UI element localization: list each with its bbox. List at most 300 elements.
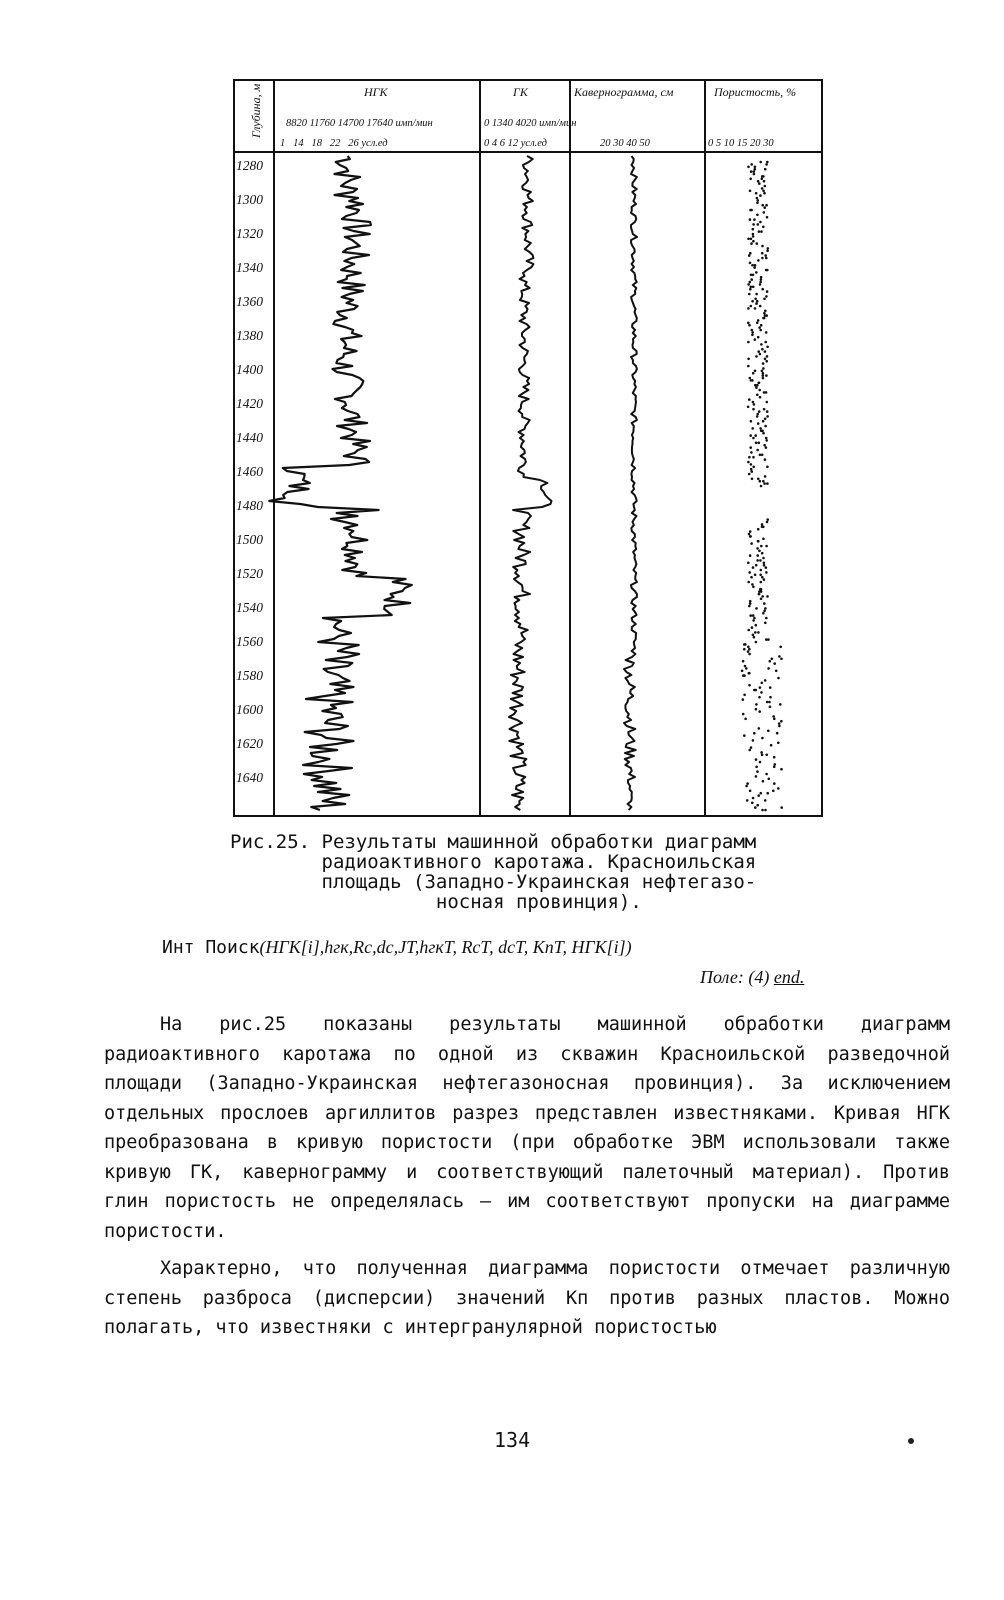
porosity-dot: [762, 780, 765, 783]
porosity-dot: [765, 545, 768, 548]
porosity-dot: [748, 473, 751, 476]
porosity-dot: [749, 600, 752, 603]
porosity-dot: [743, 643, 746, 646]
porosity-dot: [759, 686, 762, 689]
porosity-dot: [764, 679, 767, 682]
porosity-dot: [757, 319, 760, 322]
porosity-dot: [759, 427, 762, 430]
porosity-dot: [763, 482, 766, 485]
porosity-dot: [763, 211, 766, 214]
depth-label: 1500: [236, 532, 263, 547]
porosity-dot: [753, 266, 756, 269]
porosity-dot: [766, 415, 769, 418]
depth-label: 1560: [236, 634, 263, 649]
porosity-dot: [759, 221, 762, 224]
porosity-dot: [748, 571, 751, 574]
ngk-scale-top: 8820 11760 14700 17640 имп/мин: [286, 118, 433, 129]
porosity-dot: [762, 432, 765, 435]
porosity-dot: [755, 192, 758, 195]
porosity-dot: [765, 566, 768, 569]
porosity-dot: [756, 242, 759, 245]
porosity-dot: [752, 228, 755, 231]
porosity-dot: [754, 384, 757, 387]
porosity-dot: [758, 727, 761, 730]
porosity-dot: [757, 528, 760, 531]
porosity-dot: [755, 442, 758, 445]
porosity-dot: [751, 802, 754, 805]
porosity-dot: [761, 252, 764, 255]
porosity-dot: [757, 259, 760, 262]
porosity-dot: [773, 756, 776, 759]
porosity-dot: [754, 631, 757, 634]
porosity-dot: [760, 276, 763, 279]
porosity-dot: [759, 281, 762, 284]
porosity-dot: [755, 775, 758, 778]
porosity-dot: [765, 257, 768, 260]
porosity-dot: [750, 746, 753, 749]
porosity-dot: [756, 547, 759, 550]
porosity-dot: [748, 398, 751, 401]
porosity-dot: [751, 470, 754, 473]
porosity-dot: [760, 569, 763, 572]
porosity-dot: [780, 658, 783, 661]
porosity-dot: [767, 730, 770, 733]
porosity-dot: [757, 478, 760, 481]
porosity-dot: [756, 197, 759, 200]
porosity-dot: [766, 355, 769, 358]
formula-end: end.: [773, 967, 805, 987]
caption-line: Результаты машинной обработки диаграмм: [321, 831, 757, 853]
porosity-dot: [749, 190, 752, 193]
depth-label: 1580: [236, 668, 263, 683]
formula-expression: (НГК[i],hгк,Rc,dc,JT,hгкT, RcT, dcT, KпT, НГК[i]): [259, 937, 632, 957]
porosity-dot: [776, 732, 779, 735]
porosity-dot: [748, 684, 751, 687]
porosity-dot: [754, 806, 757, 809]
porosity-dot: [751, 264, 754, 267]
porosity-dot: [772, 790, 775, 793]
porosity-dot: [766, 482, 769, 485]
porosity-dot: [752, 401, 755, 404]
porosity-dot: [756, 415, 759, 418]
porosity-dot: [754, 307, 757, 310]
porosity-dot: [764, 418, 767, 421]
porosity-dot: [748, 533, 751, 536]
porosity-dot: [752, 614, 755, 617]
porosity-dot: [765, 439, 768, 442]
porosity-dot: [766, 521, 769, 524]
porosity-dot: [756, 804, 759, 807]
porosity-dot: [752, 619, 755, 622]
porosity-dot: [750, 305, 753, 308]
porosity-dot: [756, 214, 759, 217]
porosity-dot: [763, 444, 766, 447]
porosity-dot: [757, 180, 760, 183]
porosity-dot: [762, 372, 765, 375]
porosity-dot: [742, 713, 745, 716]
porosity-dot: [758, 410, 761, 413]
porosity-dot: [759, 574, 762, 577]
porosity-dots: [741, 161, 783, 812]
porosity-dot: [764, 341, 767, 344]
porosity-dot: [756, 300, 759, 303]
porosity-dot: [756, 413, 759, 416]
porosity-dot: [751, 334, 754, 337]
porosity-dot: [755, 708, 758, 711]
porosity-dot: [755, 293, 758, 296]
porosity-dot: [759, 559, 762, 562]
depth-label: 1600: [236, 702, 263, 717]
porosity-dot: [749, 218, 752, 221]
porosity-dot: [759, 161, 762, 164]
porosity-dot: [760, 230, 763, 233]
porosity-dot: [778, 725, 781, 728]
porosity-dot: [750, 420, 753, 423]
ngk-header: НГК: [364, 85, 388, 99]
porosity-dot: [765, 617, 768, 620]
porosity-dot: [755, 386, 758, 389]
porosity-dot: [752, 634, 755, 637]
porosity-dot: [756, 322, 759, 325]
porosity-dot: [761, 737, 764, 740]
porosity-dot: [750, 379, 753, 382]
porosity-dot: [761, 576, 764, 579]
porosity-dot: [750, 463, 753, 466]
porosity-dot: [762, 175, 765, 178]
porosity-dot: [762, 526, 765, 529]
depth-label: 1620: [236, 736, 263, 751]
porosity-dot: [761, 430, 764, 433]
porosity-dot: [752, 586, 755, 589]
porosity-dot: [764, 799, 767, 802]
porosity-dot: [748, 648, 751, 651]
porosity-dot: [760, 751, 763, 754]
porosity-dot: [754, 370, 757, 373]
porosity-dot: [756, 554, 759, 557]
porosity-dot: [769, 686, 772, 689]
porosity-dot: [779, 703, 782, 706]
porosity-dot: [758, 593, 761, 596]
porosity-dot: [769, 706, 772, 709]
porosity-dot: [752, 456, 755, 459]
porosity-dot: [754, 338, 757, 341]
caliper-curve: [624, 156, 637, 810]
porosity-dot: [754, 298, 757, 301]
porosity-dot: [761, 288, 764, 291]
porosity-dot: [754, 168, 757, 171]
porosity-dot: [764, 168, 767, 171]
porosity-dot: [766, 346, 769, 349]
porosity-dot: [771, 658, 774, 661]
porosity-dot: [764, 185, 767, 188]
porosity-dot: [763, 206, 766, 209]
porosity-dot: [762, 362, 765, 365]
porosity-dot: [755, 302, 758, 305]
porosity-dot: [761, 245, 764, 248]
porosity-dot: [761, 204, 764, 207]
porosity-dot: [759, 454, 762, 457]
porosity-dot: [765, 437, 768, 440]
porosity-dot: [755, 766, 758, 769]
porosity-dot: [763, 298, 766, 301]
porosity-dot: [750, 542, 753, 545]
program-statement: [162, 936, 902, 987]
porosity-dot: [753, 617, 756, 620]
porosity-dot: [765, 360, 768, 363]
porosity-dot: [765, 374, 768, 377]
porosity-dot: [759, 283, 762, 286]
porosity-dot: [751, 427, 754, 430]
porosity-dot: [765, 754, 768, 757]
porosity-dot: [761, 552, 764, 555]
porosity-dot: [766, 466, 769, 469]
gk-curve: [509, 156, 552, 810]
porosity-dot: [766, 269, 769, 272]
porosity-dot: [763, 610, 766, 613]
porosity-dot: [749, 790, 752, 793]
porosity-dot: [748, 324, 751, 327]
porosity-dot: [761, 370, 764, 373]
porosity-dot: [749, 554, 752, 557]
porosity-dot: [751, 329, 754, 332]
porosity-dot: [762, 317, 765, 320]
porosity-dot: [760, 691, 763, 694]
porosity-dot: [764, 607, 767, 610]
porosity-dot: [757, 199, 760, 202]
porosity-dot: [764, 314, 767, 317]
porosity-dot: [761, 257, 764, 260]
porosity-dot: [753, 732, 756, 735]
porosity-dot: [756, 449, 759, 452]
porosity-dot: [749, 262, 752, 265]
paragraph: На рис.25 показаны результаты машинной обработки диаграмм радиоактивного каротажа по одной из скважин Красноильской разведочной площади (Западно-Украинская нефтегазоносная провинция). За исключением отдельных прослоев аргиллитов разрез представлен известняками. Кривая НГК преобразована в кривую пористости (при обработке ЭВМ использовали также кривую ГК, кавернограмму и соответствующий палеточный материал). Против глин пористость не определялась – им соответствуют пропуски на диаграмме пористости.: [104, 1014, 950, 1242]
figure-caption: [230, 832, 840, 912]
porosity-dot: [751, 331, 754, 334]
depth-label: 1340: [236, 260, 263, 275]
formula-field: Поле: (4): [700, 967, 770, 987]
depth-label: 1320: [236, 226, 263, 241]
porosity-dot: [769, 660, 772, 663]
porosity-dot: [762, 374, 765, 377]
porosity-dot: [761, 754, 764, 757]
porosity-dot: [756, 202, 759, 205]
porosity-dot: [753, 173, 756, 176]
porosity-dot: [773, 782, 776, 785]
porosity-dot: [752, 466, 755, 469]
porosity-dot: [767, 667, 770, 670]
porosity-dot: [765, 773, 768, 776]
porosity-header: Пористость, %: [714, 85, 797, 99]
porosity-dot: [773, 718, 776, 721]
depth-label: 1640: [236, 770, 263, 785]
porosity-dot: [742, 660, 745, 663]
porosity-dot: [778, 722, 781, 725]
porosity-dot: [763, 564, 766, 567]
porosity-dot: [753, 403, 756, 406]
porosity-dot: [747, 562, 750, 565]
gk-header: ГК: [513, 85, 528, 99]
porosity-dot: [752, 223, 755, 226]
porosity-dot: [756, 394, 759, 397]
porosity-dot: [775, 670, 778, 673]
depth-labels: [236, 158, 263, 785]
porosity-dot: [747, 322, 750, 325]
porosity-dot: [762, 190, 765, 193]
porosity-dot: [763, 562, 766, 565]
porosity-dot: [758, 710, 761, 713]
porosity-dot: [747, 283, 750, 286]
porosity-dot: [767, 638, 770, 641]
porosity-dot: [764, 622, 767, 625]
porosity-dot: [758, 550, 761, 553]
porosity-dot: [760, 485, 763, 488]
porosity-dot: [748, 672, 751, 675]
porosity-dot: [750, 170, 753, 173]
porosity-dot: [748, 653, 751, 656]
porosity-dot: [750, 163, 753, 166]
porosity-dot: [762, 367, 765, 370]
porosity-dot: [766, 290, 769, 293]
depth-label: 1460: [236, 464, 263, 479]
porosity-dot: [752, 372, 755, 375]
porosity-dot: [780, 768, 783, 771]
porosity-dot: [743, 648, 746, 651]
porosity-dot: [765, 571, 768, 574]
gk-scale-top: 0 1340 4020 имп/мин: [484, 118, 577, 129]
porosity-dot: [745, 785, 748, 788]
porosity-dot: [762, 377, 765, 380]
porosity-dot: [780, 806, 783, 809]
porosity-dot: [750, 286, 753, 289]
porosity-dot: [773, 662, 776, 665]
porosity-dot: [762, 612, 765, 615]
porosity-dot: [761, 595, 764, 598]
porosity-dot: [754, 574, 757, 577]
porosity-dot: [761, 454, 764, 457]
porosity-dot: [768, 778, 771, 781]
porosity-dot: [769, 696, 772, 699]
porosity-dot: [763, 602, 766, 605]
porosity-dot: [765, 163, 768, 166]
porosity-dot: [763, 180, 766, 183]
porosity-dot: [749, 281, 752, 284]
porosity-dot: [758, 590, 761, 593]
porosity-dot: [763, 391, 766, 394]
porosity-dot: [760, 792, 763, 795]
porosity-dot: [758, 326, 761, 329]
porosity-dot: [756, 559, 759, 562]
porosity-dot: [763, 312, 766, 315]
porosity-dot: [765, 446, 768, 449]
porosity-dot: [759, 761, 762, 764]
depth-label: 1280: [236, 158, 263, 173]
porosity-dot: [774, 763, 777, 766]
porosity-dot: [764, 475, 767, 478]
porosity-dot: [759, 329, 762, 332]
porosity-dot: [773, 766, 776, 769]
porosity-dot: [752, 566, 755, 569]
porosity-dot: [749, 288, 752, 291]
porosity-dot: [748, 254, 751, 257]
porosity-dot: [755, 271, 758, 274]
porosity-dot: [767, 247, 770, 250]
porosity-dot: [766, 401, 769, 404]
porosity-dot: [751, 300, 754, 303]
porosity-dot: [762, 420, 765, 423]
porosity-dot: [751, 626, 754, 629]
porosity-dot: [747, 166, 750, 169]
porosity-dot: [747, 341, 750, 344]
porosity-dot: [761, 682, 764, 685]
porosity-dot: [764, 425, 767, 428]
porosity-dot: [764, 809, 767, 812]
porosity-dot: [762, 480, 765, 483]
porosity-dot: [764, 458, 767, 461]
porosity-dot: [755, 564, 758, 567]
porosity-dot: [747, 650, 750, 653]
porosity-dot: [748, 456, 751, 459]
porosity-dot: [747, 238, 750, 241]
ngk-curve: [269, 156, 412, 810]
porosity-dot: [772, 715, 775, 718]
porosity-dot: [755, 607, 758, 610]
caption-label: Рис.25.: [230, 831, 311, 853]
porosity-dot: [759, 480, 762, 483]
porosity-dot: [754, 434, 757, 437]
porosity-dot: [758, 442, 761, 445]
porosity-dot: [762, 538, 765, 541]
porosity-dot: [757, 350, 760, 353]
porosity-dot: [746, 799, 749, 802]
porosity-dot: [764, 350, 767, 353]
porosity-dot: [755, 624, 758, 627]
porosity-dot: [750, 278, 753, 281]
depth-header: Глубина, м: [249, 83, 263, 138]
depth-label: 1520: [236, 566, 263, 581]
porosity-dot: [741, 670, 744, 673]
porosity-dot: [749, 602, 752, 605]
porosity-dot: [745, 667, 748, 670]
porosity-dot: [749, 209, 752, 212]
porosity-dot: [764, 254, 767, 257]
porosity-dot: [766, 216, 769, 219]
porosity-dot: [759, 588, 762, 591]
porosity-dot: [746, 782, 749, 785]
porosity-dot: [752, 739, 755, 742]
porosity-dot: [760, 581, 763, 584]
porosity-dot: [751, 478, 754, 481]
gk-scale-bottom: 0 4 6 12 усл.ед: [484, 138, 547, 149]
porosity-dot: [749, 614, 752, 617]
porosity-dot: [763, 578, 766, 581]
porosity-dot: [761, 187, 764, 190]
depth-label: 1360: [236, 294, 263, 309]
porosity-dot: [754, 166, 757, 169]
porosity-dot: [763, 408, 766, 411]
porosity-dot: [752, 233, 755, 236]
porosity-dot: [757, 794, 760, 797]
porosity-dot: [777, 742, 780, 745]
porosity-dot: [752, 286, 755, 289]
page-number: 134: [494, 1428, 531, 1452]
porosity-dot: [742, 674, 745, 677]
porosity-dot: [755, 689, 758, 692]
porosity-dot: [765, 295, 768, 298]
porosity-dot: [766, 595, 769, 598]
porosity-dot: [766, 161, 769, 164]
porosity-dot: [780, 720, 783, 723]
porosity-dot: [753, 636, 756, 639]
